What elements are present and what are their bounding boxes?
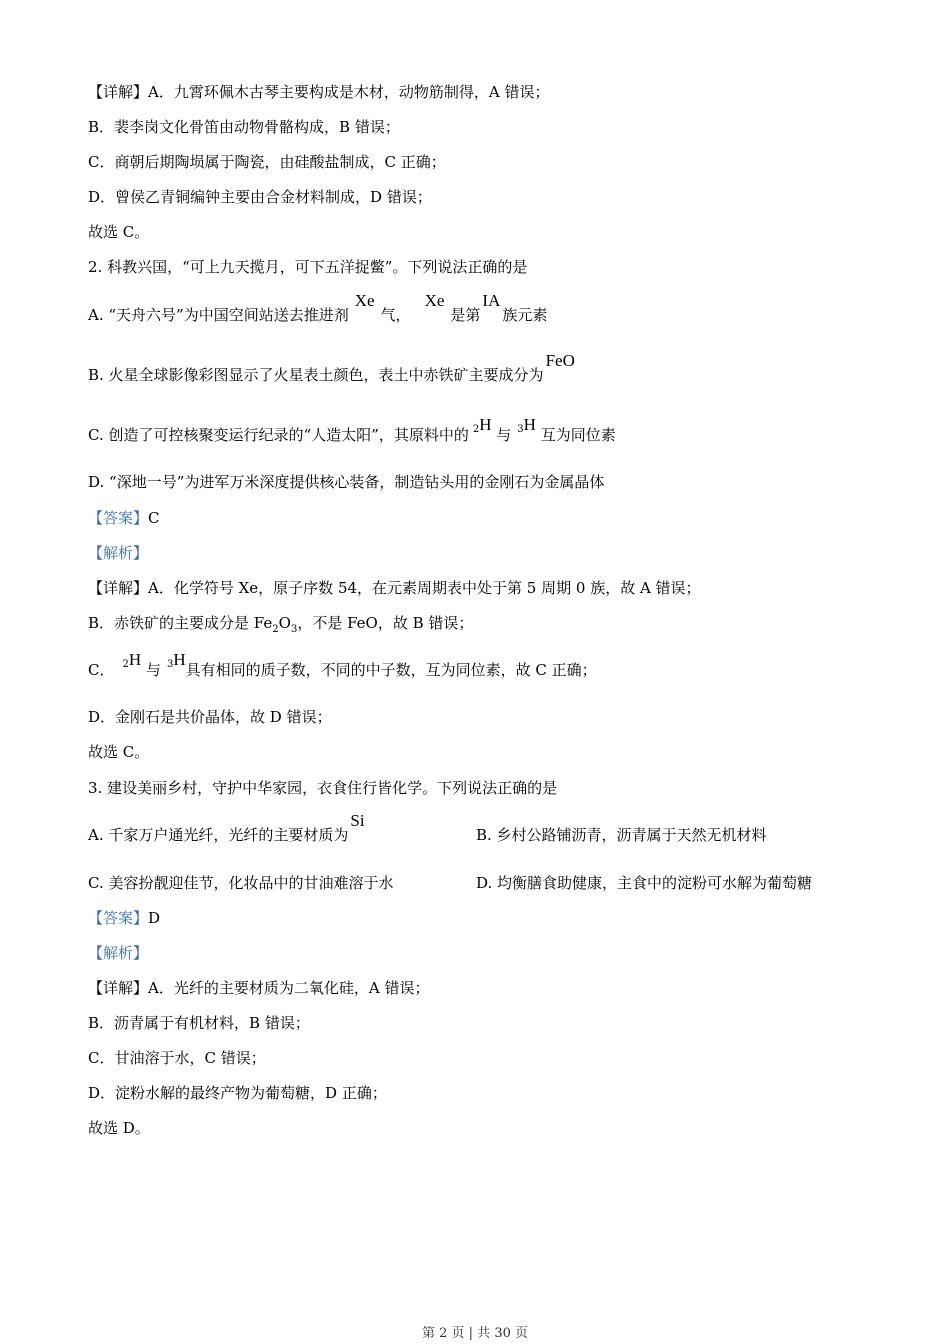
- page-footer: 第 2 页 | 共 30 页: [422, 1326, 528, 1341]
- q2-option-d: D. “深地一号”为进军万米深度提供核心装备，制造钻头用的金刚石为金属晶体: [88, 473, 605, 491]
- q2-conclusion: 故选 C。: [88, 743, 150, 761]
- q2-a-text4: 族元素: [502, 306, 548, 324]
- q3-conclusion: 故选 D。: [88, 1119, 150, 1137]
- isotope-symbol: H: [479, 415, 492, 434]
- q2-c-text1: C. 创造了可控核聚变运行纪录的“人造太阳”，其原料中的: [88, 426, 469, 444]
- detail-tag: 【详解】: [88, 83, 149, 101]
- answer-value: D: [148, 909, 161, 927]
- q2-option-a: [88, 291, 548, 326]
- q2-detail-d: D．金刚石是共价晶体，故 D 错误；: [88, 708, 332, 726]
- q3-answer: [88, 907, 160, 929]
- q2-detail-c-label: C．: [88, 661, 115, 679]
- q1-detail-d: D．曾侯乙青铜编钟主要由合金材料制成，D 错误；: [88, 188, 432, 206]
- q1-detail-c: C．商朝后期陶埙属于陶瓷，由硅酸盐制成，C 正确；: [88, 153, 446, 171]
- q2-detail-c-isotope2: [166, 650, 186, 679]
- subscript: 3: [290, 624, 298, 635]
- q2-detail-c-text: 具有相同的质子数，不同的中子数，互为同位素，故 C 正确；: [185, 661, 597, 679]
- q3-a-formula: Si: [350, 811, 365, 830]
- q2-b-formula: FeO: [545, 351, 575, 370]
- q2-c-text2: 与: [496, 426, 512, 444]
- q3-analysis-tag: 【解析】: [88, 944, 149, 962]
- isotope-symbol: H: [173, 650, 186, 669]
- q2-c-isotope2: [517, 415, 536, 444]
- q2-detail-b2: ，不是 FeO，故 B 错误；: [297, 614, 474, 632]
- q2-detail-a-text: A．化学符号 Xe，原子序数 54，在元素周期表中处于第 5 周期 0 族，故 A 错误；: [148, 579, 701, 597]
- isotope-mass: 2: [122, 659, 129, 670]
- q3-detail-b: B．沥青属于有机材料，B 错误；: [88, 1014, 310, 1032]
- isotope-symbol: H: [128, 650, 142, 669]
- q2-a-formula-xe2: Xe: [424, 291, 445, 310]
- q2-stem: 2. 科教兴国，“可上九天揽月，可下五洋捉鳖”。下列说法正确的是: [88, 258, 528, 276]
- q2-b-text: B. 火星全球影像彩图显示了火星表土颜色，表土中赤铁矿主要成分为: [88, 366, 544, 384]
- q1-detail-a: [88, 81, 549, 103]
- q2-a-formula-ia: IA: [482, 291, 501, 310]
- q2-a-formula-xe: Xe: [354, 291, 375, 310]
- q2-detail-b: [88, 612, 473, 637]
- q2-option-b: [88, 351, 581, 386]
- q3-option-b: B. 乡村公路铺沥青，沥青属于天然无机材料: [476, 826, 767, 844]
- q3-detail-c: C．甘油溶于水，C 错误；: [88, 1049, 266, 1067]
- answer-tag: 【答案】: [88, 509, 149, 527]
- q3-a-text: A. 千家万户通光纤，光纤的主要材质为: [88, 826, 349, 844]
- q1-conclusion: 故选 C。: [88, 223, 150, 241]
- q1-detail-b: B．裴李岗文化骨笛由动物骨骼构成，B 错误；: [88, 118, 400, 136]
- isotope-symbol: H: [523, 415, 536, 434]
- q2-option-c: [88, 415, 616, 449]
- q1-detail-a-text: A．九霄环佩木古琴主要构成是木材，动物筋制得，A 错误；: [148, 83, 550, 101]
- q2-detail-c: [88, 650, 597, 684]
- q3-option-c: C. 美容扮靓迎佳节，化妆品中的甘油难溶于水: [88, 874, 394, 892]
- answer-value: C: [148, 509, 160, 527]
- q2-c-isotope1: [472, 415, 492, 444]
- q3-detail-d: D．淀粉水解的最终产物为葡萄糖，D 正确；: [88, 1084, 387, 1102]
- isotope-mass: 3: [517, 424, 524, 435]
- q2-detail-b1: B．赤铁矿的主要成分是 Fe: [88, 614, 273, 632]
- q3-option-d: D. 均衡膳食助健康，主食中的淀粉可水解为葡萄糖: [476, 874, 813, 892]
- detail-tag: 【详解】: [88, 579, 149, 597]
- q2-c-text3: 互为同位素: [540, 426, 616, 444]
- q2-a-text2: 气，: [380, 306, 411, 324]
- isotope-mass: 2: [472, 424, 480, 435]
- q2-a-text1: A. “天舟六号”为中国空间站送去推进剂: [88, 306, 349, 324]
- answer-tag: 【答案】: [88, 909, 149, 927]
- q3-detail-a: [88, 977, 429, 999]
- detail-tag: 【详解】: [88, 979, 149, 997]
- q3-stem: 3. 建设美丽乡村，守护中华家园，衣食住行皆化学。下列说法正确的是: [88, 779, 558, 797]
- isotope-mass: 3: [166, 659, 174, 670]
- oxygen-symbol: O: [278, 614, 291, 632]
- q2-detail-c-with: 与: [145, 661, 161, 679]
- q2-detail-a: [88, 577, 701, 599]
- subscript: 2: [272, 624, 279, 635]
- q3-detail-a-text: A．光纤的主要材质为二氧化硅，A 错误；: [148, 979, 430, 997]
- q3-option-a: [88, 811, 371, 846]
- q2-detail-c-isotope1: [122, 650, 142, 679]
- q2-answer: [88, 507, 160, 529]
- q2-analysis-tag: 【解析】: [88, 544, 149, 562]
- q2-a-text3: 是第: [450, 306, 481, 324]
